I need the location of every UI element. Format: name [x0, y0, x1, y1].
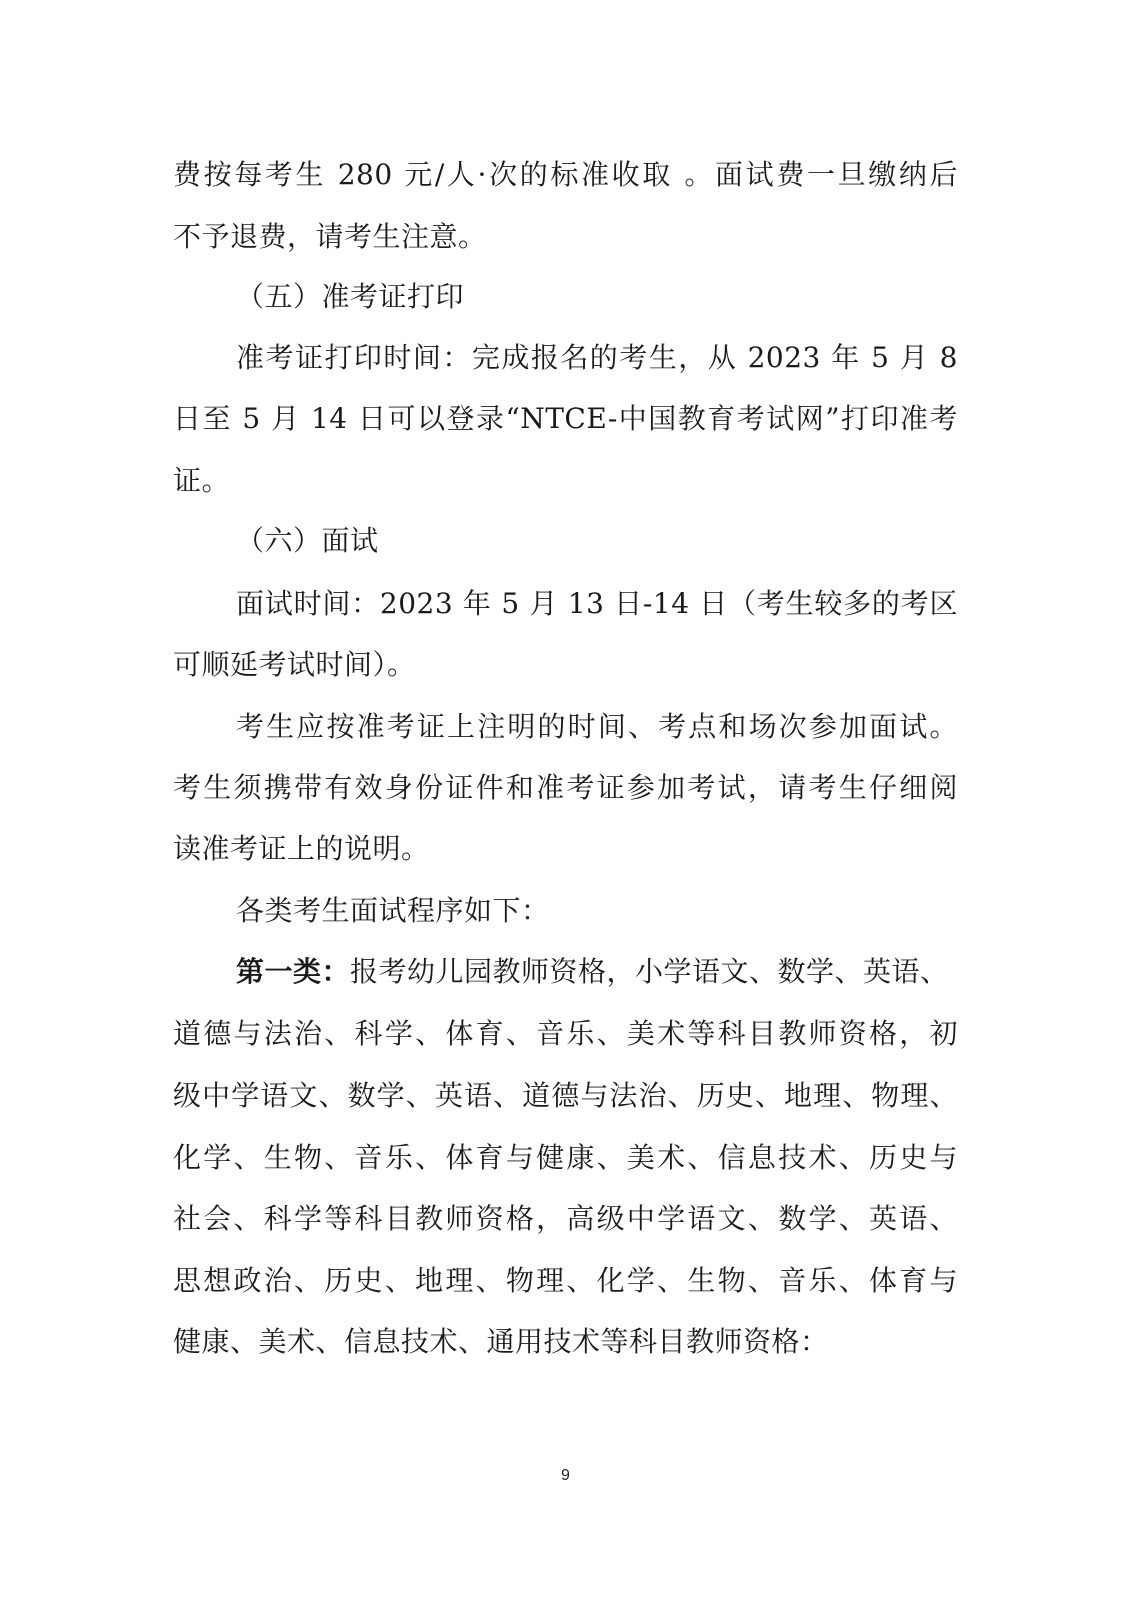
ticket-paragraph-line-3: 证。: [173, 464, 231, 497]
fee-paragraph-line-2: 不予退费，请考生注意。: [173, 220, 487, 253]
page-number: 9: [561, 1467, 570, 1484]
category-one-line-3: 级中学语文、数学、英语、道德与法治、历史、地理、物理、: [173, 1079, 958, 1112]
procedure-intro: 各类考生面试程序如下：: [236, 894, 550, 927]
ticket-paragraph-line-1: 准考证打印时间：完成报名的考生，从 2023 年 5 月 8: [236, 341, 958, 374]
interview-time-line-2: 可顺延考试时间）。: [173, 648, 416, 681]
category-one-line-4: 化学、生物、音乐、体育与健康、美术、信息技术、历史与: [173, 1141, 958, 1174]
interview-rules-line-1: 考生应按准考证上注明的时间、考点和场次参加面试。: [236, 710, 958, 743]
ticket-paragraph-line-2: 日至 5 月 14 日可以登录“NTCE-中国教育考试网”打印准考: [173, 402, 958, 435]
category-one-line-7: 健康、美术、信息技术、通用技术等科目教师资格：: [173, 1325, 829, 1358]
category-one-line-1: [236, 952, 958, 992]
section-heading-interview: （六）面试: [236, 524, 379, 557]
interview-rules-line-2: 考生须携带有效身份证件和准考证参加考试，请考生仔细阅: [173, 771, 958, 804]
section-heading-admission-ticket: （五）准考证打印: [236, 280, 465, 313]
category-one-line-5: 社会、科学等科目教师资格，高级中学语文、数学、英语、: [173, 1202, 958, 1235]
category-one-line-6: 思想政治、历史、地理、物理、化学、生物、音乐、体育与: [173, 1264, 958, 1297]
fee-paragraph-line-1: 费按每考生 280 元/人·次的标准收取 。面试费一旦缴纳后: [173, 158, 958, 191]
category-one-line-2: 道德与法治、科学、体育、音乐、美术等科目教师资格，初: [173, 1017, 958, 1050]
interview-rules-line-3: 读准考证上的说明。: [173, 832, 430, 865]
interview-time-line-1: 面试时间：2023 年 5 月 13 日-14 日（考生较多的考区: [236, 587, 958, 620]
category-one-label: 第一类：: [236, 955, 351, 988]
category-one-text: 报考幼儿园教师资格，小学语文、数学、英语、: [350, 955, 949, 988]
